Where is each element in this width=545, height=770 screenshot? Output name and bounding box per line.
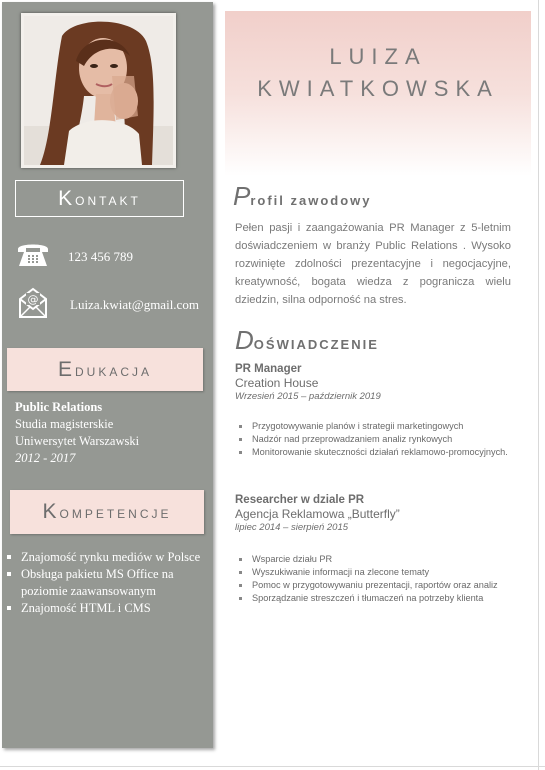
job-dates: Wrzesień 2015 – październik 2019 <box>235 391 381 402</box>
first-name: LUIZA <box>329 44 427 69</box>
email-icon <box>18 287 48 324</box>
skill-text: Znajomość rynku mediów w Polsce <box>21 550 201 564</box>
education-field: Public Relations <box>15 400 103 414</box>
profile-title-rest: rofil zawodowy <box>250 193 372 208</box>
profile-heading <box>233 181 372 212</box>
duty-text: Monitorowanie skuteczności działań reklamowo-promocyjnych. <box>252 447 508 457</box>
profile-title-initial: P <box>233 181 251 211</box>
job-duties <box>237 553 512 605</box>
education-years: 2012 - 2017 <box>15 451 76 465</box>
last-name: KWIATKOWSKA <box>257 76 499 101</box>
contact-phone: 123 456 789 <box>68 249 133 264</box>
job-entry <box>235 494 400 533</box>
list-item <box>237 579 512 592</box>
job-entry <box>235 363 381 402</box>
education-school: Uniwersytet Warszawski <box>15 434 140 448</box>
page-edge <box>0 766 545 767</box>
list-item <box>237 566 512 579</box>
duty-text: Sporządzanie streszczeń i tłumaczeń na potrzeby klienta <box>252 593 484 603</box>
education-heading <box>7 348 203 391</box>
list-item <box>7 566 207 600</box>
skills-heading <box>10 490 204 534</box>
contact-title-initial: K <box>58 186 76 210</box>
duty-text: Nadzór nad przeprowadzaniem analiz rynkowych <box>252 434 453 444</box>
duty-text: Wsparcie działu PR <box>252 554 333 564</box>
duty-text: Przygotowywanie planów i strategii marketingowych <box>252 421 464 431</box>
list-item <box>7 600 207 617</box>
list-item <box>237 420 512 433</box>
profile-photo <box>21 13 176 168</box>
skills-title-initial: K <box>42 500 60 523</box>
skill-text: Obsługa pakietu MS Office na poziomie zaawansowanym <box>21 567 174 598</box>
list-item <box>237 592 512 605</box>
list-item <box>237 433 512 446</box>
contact-heading <box>15 180 184 217</box>
skills-list <box>7 549 207 617</box>
experience-heading <box>235 325 379 356</box>
experience-title-initial: D <box>235 325 254 355</box>
list-item <box>7 549 207 566</box>
profile-text: Pełen pasji i zaangażowania PR Manager z 5-letnim doświadczeniem w branży Public Relations . Wysoko rozwinięte zdolności prezentacyjne i negocjacyjne, kreatywność, bogata wiedza z pogranicza wielu dziedzin, silna odporność na stres. <box>235 222 511 306</box>
education-details <box>15 399 139 467</box>
job-company: Agencja Reklamowa „Butterfly” <box>235 507 400 521</box>
job-company: Creation House <box>235 376 319 390</box>
svg-text:@: @ <box>27 293 39 306</box>
name-banner <box>225 11 531 176</box>
duty-text: Pomoc w przygotowywaniu prezentacji, raportów oraz analiz <box>252 580 498 590</box>
contact-title-rest: ONTAKT <box>75 193 141 208</box>
skills-title-rest: OMPETENCJE <box>59 507 172 521</box>
phone-icon <box>16 240 50 273</box>
duty-text: Wyszukiwanie informacji na zlecone tematy <box>252 567 430 577</box>
list-item <box>237 553 512 566</box>
job-duties <box>237 420 512 459</box>
experience-title-rest: OŚWIADCZENIE <box>253 337 379 352</box>
job-dates: lipiec 2014 – sierpień 2015 <box>235 522 349 533</box>
job-role: PR Manager <box>235 363 302 375</box>
list-item <box>237 446 512 459</box>
education-degree: Studia magisterskie <box>15 417 114 431</box>
job-role: Researcher w dziale PR <box>235 494 365 506</box>
skill-text: Znajomość HTML i CMS <box>21 601 151 615</box>
education-title-rest: DUKACJA <box>75 364 153 379</box>
contact-email[interactable]: Luiza.kwiat@gmail.com <box>70 297 199 312</box>
education-title-initial: E <box>57 357 75 381</box>
page-edge <box>538 0 539 770</box>
